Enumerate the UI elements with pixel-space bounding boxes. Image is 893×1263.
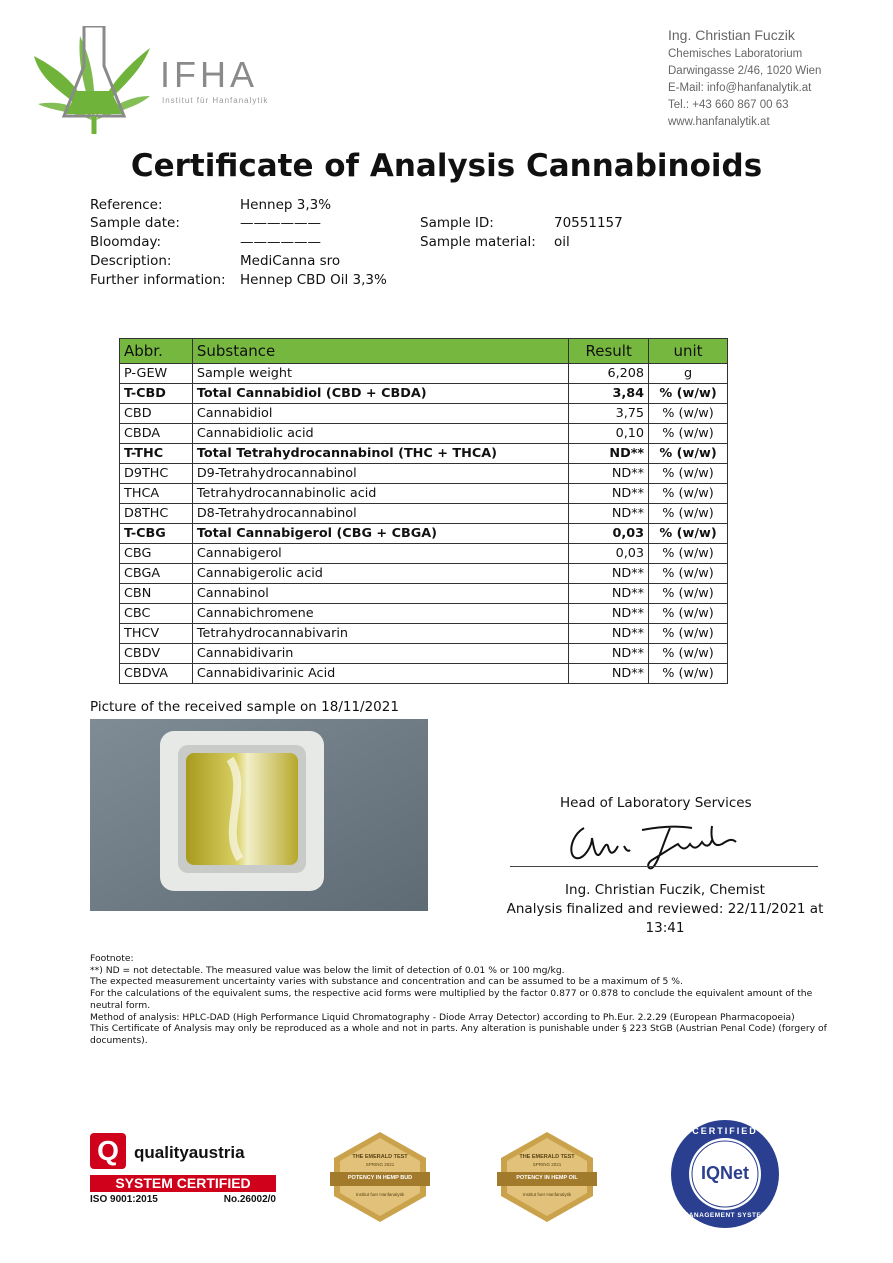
footnote-line: Footnote: [90, 953, 134, 964]
bloomday-label: Bloomday: [90, 234, 162, 250]
cell-unit: % (w/w) [649, 504, 728, 524]
col-header-result: Result [569, 339, 649, 364]
table-header-row [120, 339, 728, 364]
lab-line: E-Mail: info@hanfanalytik.at [668, 82, 812, 94]
emerald-category: POTENCY IN HEMP OIL [516, 1175, 578, 1181]
cell-result: ND** [569, 664, 649, 684]
iqnet-seal [669, 1118, 781, 1230]
table-row [120, 464, 728, 484]
cell-substance: Total Cannabigerol (CBG + CBGA) [192, 524, 568, 544]
cell-substance: Cannabigerol [192, 544, 568, 564]
cell-substance: Cannabidivarinic Acid [192, 664, 568, 684]
footnote-line: The expected measurement uncertainty varies with substance and concentration and can be assumed to be a maximum of 5 %. [90, 976, 683, 988]
signature-heading: Head of Laboratory Services [560, 795, 752, 811]
cell-substance: Total Tetrahydrocannabinol (THC + THCA) [192, 444, 568, 464]
cell-result: ND** [569, 624, 649, 644]
emerald-lab: Institut fuer Hanfanalytik [522, 1192, 572, 1197]
footnote-line: **) ND = not detectable. The measured value was below the limit of detection of 0.01 % or 100 mg/kg. [90, 964, 565, 976]
cell-abbr: CBDA [120, 424, 193, 444]
cell-abbr: P-GEW [120, 364, 193, 384]
cell-unit: % (w/w) [649, 424, 728, 444]
bloomday-value: —————— [240, 234, 321, 250]
table-row [120, 444, 728, 464]
cell-unit: % (w/w) [649, 404, 728, 424]
emerald-season: SPRING 2021 [532, 1162, 562, 1167]
finalized-time: 13:41 [645, 920, 685, 936]
sample-id-value: 70551157 [554, 215, 623, 231]
cell-result: ND** [569, 584, 649, 604]
cell-unit: % (w/w) [649, 604, 728, 624]
reference-value: Hennep 3,3% [240, 197, 332, 213]
lab-line: www.hanfanalytik.at [668, 116, 770, 128]
cell-abbr: CBDV [120, 644, 193, 664]
further-info-value: Hennep CBD Oil 3,3% [240, 272, 387, 288]
cell-substance: Cannabigerolic acid [192, 564, 568, 584]
iqnet-bottom-text: MANAGEMENT SYSTEM [682, 1212, 768, 1219]
sample-id-label: Sample ID: [420, 215, 494, 231]
lab-line: Tel.: +43 660 867 00 63 [668, 99, 789, 111]
cell-result: ND** [569, 604, 649, 624]
qa-number: No.26002/0 [223, 1194, 276, 1205]
cell-abbr: T-CBD [120, 384, 193, 404]
cell-result: 3,84 [569, 384, 649, 404]
cell-unit: % (w/w) [649, 664, 728, 684]
footnote-line: Method of analysis: HPLC-DAD (High Performance Liquid Chromatography - Diode Array Detector) according to Ph.Eur. 2.2.29 (European Pharmacopoeia) [90, 1011, 795, 1023]
sample-material-label: Sample material: [420, 234, 536, 250]
qa-iso: ISO 9001:2015 [90, 1194, 158, 1205]
cell-substance: Cannabidivarin [192, 644, 568, 664]
cell-abbr: CBD [120, 404, 193, 424]
cell-unit: % (w/w) [649, 484, 728, 504]
cell-abbr: CBG [120, 544, 193, 564]
description-label: Description: [90, 253, 172, 269]
cell-substance: Tetrahydrocannabinolic acid [192, 484, 568, 504]
table-row [120, 644, 728, 664]
qa-brand: qualityaustria [134, 1143, 245, 1162]
cell-unit: % (w/w) [649, 464, 728, 484]
signer-name: Ing. Christian Fuczik, Chemist [565, 882, 765, 898]
table-row [120, 424, 728, 444]
cell-result: 6,208 [569, 364, 649, 384]
table-row [120, 564, 728, 584]
table-row [120, 604, 728, 624]
description-value: MediCanna sro [240, 253, 341, 269]
handwritten-signature [562, 816, 742, 871]
reference-label: Reference: [90, 197, 163, 213]
cell-result: 0,03 [569, 544, 649, 564]
footnote-line: This Certificate of Analysis may only be reproduced as a whole and not in parts. Any alteration is punishable under § 223 StGB (Austrian Penal Code) (forgery of documents). [90, 1023, 827, 1046]
picture-caption: Picture of the received sample on 18/11/2021 [90, 699, 399, 715]
cell-result: ND** [569, 504, 649, 524]
table-row [120, 664, 728, 684]
emerald-test-oil-badge [497, 1132, 597, 1222]
results-table [119, 338, 728, 684]
cell-abbr: T-CBG [120, 524, 193, 544]
signature-line [510, 866, 818, 867]
cell-result: 0,03 [569, 524, 649, 544]
emerald-test-bud-badge [330, 1132, 430, 1222]
cell-unit: % (w/w) [649, 384, 728, 404]
table-row [120, 624, 728, 644]
cell-unit: % (w/w) [649, 644, 728, 664]
cell-result: ND** [569, 444, 649, 464]
cell-abbr: D8THC [120, 504, 193, 524]
table-row [120, 364, 728, 384]
cell-abbr: CBC [120, 604, 193, 624]
cell-substance: Cannabidiol [192, 404, 568, 424]
emerald-lab: Institut fuer Hanfanalytik [355, 1192, 405, 1197]
quality-austria-q-icon: Q [90, 1133, 126, 1169]
iqnet-top-text: CERTIFIED [692, 1126, 758, 1136]
cell-result: 3,75 [569, 404, 649, 424]
finalized-line: Analysis finalized and reviewed: 22/11/2021 at [506, 901, 824, 917]
cell-result: ND** [569, 644, 649, 664]
cell-substance: D9-Tetrahydrocannabinol [192, 464, 568, 484]
lab-line: Darwingasse 2/46, 1020 Wien [668, 65, 822, 77]
cell-unit: % (w/w) [649, 624, 728, 644]
footnote-line: For the calculations of the equivalent sums, the respective acid forms were multiplied by the factor 0.877 or 0.878 to conclude the equivalent amount of the neutral form. [90, 988, 813, 1011]
table-row [120, 404, 728, 424]
page-title: Certificate of Analysis Cannabinoids [130, 148, 763, 184]
cell-result: ND** [569, 564, 649, 584]
cell-abbr: CBN [120, 584, 193, 604]
lab-line: Chemisches Laboratorium [668, 48, 803, 60]
cell-abbr: CBGA [120, 564, 193, 584]
cell-unit: % (w/w) [649, 524, 728, 544]
cell-abbr: CBDVA [120, 664, 193, 684]
sample-date-label: Sample date: [90, 215, 180, 231]
cell-abbr: THCA [120, 484, 193, 504]
cell-unit: % (w/w) [649, 544, 728, 564]
sample-photo [90, 719, 428, 911]
table-row [120, 544, 728, 564]
table-row [120, 484, 728, 504]
emerald-season: SPRING 2021 [365, 1162, 395, 1167]
footnote [90, 953, 840, 1047]
table-row [120, 584, 728, 604]
sample-material-value: oil [554, 234, 570, 250]
cell-abbr: THCV [120, 624, 193, 644]
cell-substance: Cannabichromene [192, 604, 568, 624]
signature-block [505, 881, 825, 938]
logo-subtitle: Institut für Hanfanalytik [162, 96, 269, 105]
table-row [120, 504, 728, 524]
qa-banner: SYSTEM CERTIFIED [90, 1175, 276, 1192]
table-row [120, 524, 728, 544]
cell-abbr: D9THC [120, 464, 193, 484]
sample-date-value: —————— [240, 215, 321, 231]
cell-unit: g [649, 364, 728, 384]
further-info-label: Further information: [90, 272, 226, 288]
cell-substance: Cannabidiolic acid [192, 424, 568, 444]
lab-address [668, 24, 821, 131]
col-header-abbr: Abbr. [120, 339, 193, 364]
logo-wordmark: IFHA [160, 54, 259, 95]
emerald-category: POTENCY IN HEMP BUD [347, 1175, 413, 1181]
cell-abbr: T-THC [120, 444, 193, 464]
table-row [120, 384, 728, 404]
cell-substance: Tetrahydrocannabivarin [192, 624, 568, 644]
lab-name: Ing. Christian Fuczik [668, 27, 795, 43]
quality-austria-logo [90, 1133, 278, 1208]
emerald-title: THE EMERALD TEST [519, 1154, 575, 1160]
cell-result: ND** [569, 484, 649, 504]
iqnet-logo-text: IQNet [700, 1163, 749, 1183]
cell-unit: % (w/w) [649, 444, 728, 464]
emerald-title: THE EMERALD TEST [352, 1154, 408, 1160]
cell-unit: % (w/w) [649, 564, 728, 584]
col-header-unit: unit [649, 339, 728, 364]
cell-substance: Cannabinol [192, 584, 568, 604]
cell-result: ND** [569, 464, 649, 484]
cell-substance: Total Cannabidiol (CBD + CBDA) [192, 384, 568, 404]
cell-substance: D8-Tetrahydrocannabinol [192, 504, 568, 524]
cell-result: 0,10 [569, 424, 649, 444]
cell-unit: % (w/w) [649, 584, 728, 604]
col-header-substance: Substance [192, 339, 568, 364]
cell-substance: Sample weight [192, 364, 568, 384]
